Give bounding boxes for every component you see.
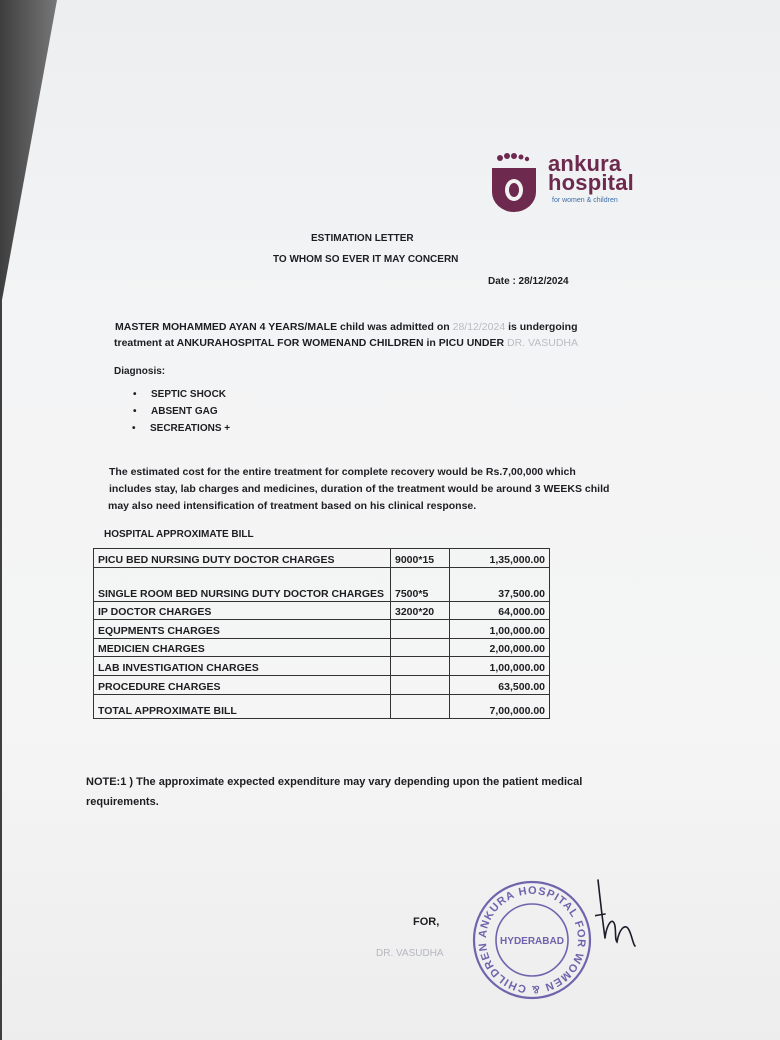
diagnosis-label: Diagnosis: [114,366,166,377]
bill-item: PROCEDURE CHARGES [94,676,391,695]
table-row-total [94,695,550,719]
bill-rate [391,639,450,657]
intro-line-2: treatment at ANKURAHOSPITAL FOR WOMENAND CHILDREN in PICU UNDER DR. VASUDHA [114,337,578,349]
table-row [94,568,550,602]
table-row [94,676,550,695]
note-text: NOTE:1 ) The approximate expected expenditure may vary depending upon the patient medical requirements. [86,776,583,808]
bill-amount: 1,00,000.00 [450,620,550,639]
bill-rate: 3200*20 [391,602,450,620]
bill-title: HOSPITAL APPROXIMATE BILL [104,529,254,540]
bill-amount: 64,000.00 [450,602,550,620]
bill-amount: 63,500.00 [450,676,550,695]
letter-date: Date : 28/12/2024 [488,276,569,287]
hospital-tagline: for women & children [552,197,618,204]
bill-item: LAB INVESTIGATION CHARGES [94,657,391,676]
seal-text: ANKURA HOSPITAL FOR WOMEN & CHILDREN [476,884,588,996]
bill-item: MEDICIEN CHARGES [94,639,391,657]
bill-rate [391,620,450,639]
table-row [94,639,550,657]
diagnosis-item: • SEPTIC SHOCK [151,389,226,400]
bill-rate [391,657,450,676]
estimate-line: The estimated cost for the entire treatment for complete recovery would be Rs.7,00,000 which [109,466,576,478]
letter-page [2,0,780,1040]
bill-table [93,548,550,719]
letter-title: ESTIMATION LETTER [311,233,414,244]
handwritten-signature [595,878,641,950]
for-label: FOR, [413,916,440,928]
bill-total: 7,00,000.00 [450,695,550,719]
bill-rate: 9000*15 [391,549,450,568]
bill-item: TOTAL APPROXIMATE BILL [94,695,391,719]
intro-line-1: MASTER MOHAMMED AYAN 4 YEARS/MALE child was admitted on 28/12/2024 is undergoing [115,321,578,333]
bill-item: IP DOCTOR CHARGES [94,602,391,620]
bill-amount: 1,00,000.00 [450,657,550,676]
signatory-name: DR. VASUDHA [376,948,444,959]
bill-item: EQUPMENTS CHARGES [94,620,391,639]
table-row [94,549,550,568]
bill-amount: 1,35,000.00 [450,549,550,568]
estimate-line: includes stay, lab charges and medicines, duration of the treatment would be around 3 WEEKS child [109,483,610,495]
ankura-logo-icon [488,152,540,212]
doctor-name: DR. VASUDHA [507,337,578,349]
table-row [94,620,550,639]
bill-rate [391,695,450,719]
bill-rate [391,676,450,695]
letter-salutation: TO WHOM SO EVER IT MAY CONCERN [273,254,459,265]
table-row [94,602,550,620]
hospital-logo [488,150,648,214]
seal-center-text: HYDERABAD [500,936,564,947]
estimate-line: may also need intensification of treatment based on his clinical response. [108,500,477,512]
bill-item: SINGLE ROOM BED NURSING DUTY DOCTOR CHARGES [94,568,391,602]
admission-date: 28/12/2024 [452,321,506,333]
bill-item: PICU BED NURSING DUTY DOCTOR CHARGES [94,549,391,568]
diagnosis-item: • ABSENT GAG [151,406,218,417]
bill-rate: 7500*5 [391,568,450,602]
bill-amount: 37,500.00 [450,568,550,602]
table-row [94,657,550,676]
diagnosis-item: • SECREATIONS + [150,423,230,434]
hospital-name: ankura hospital [548,151,634,195]
bill-amount: 2,00,000.00 [450,639,550,657]
hospital-seal [470,878,594,1002]
